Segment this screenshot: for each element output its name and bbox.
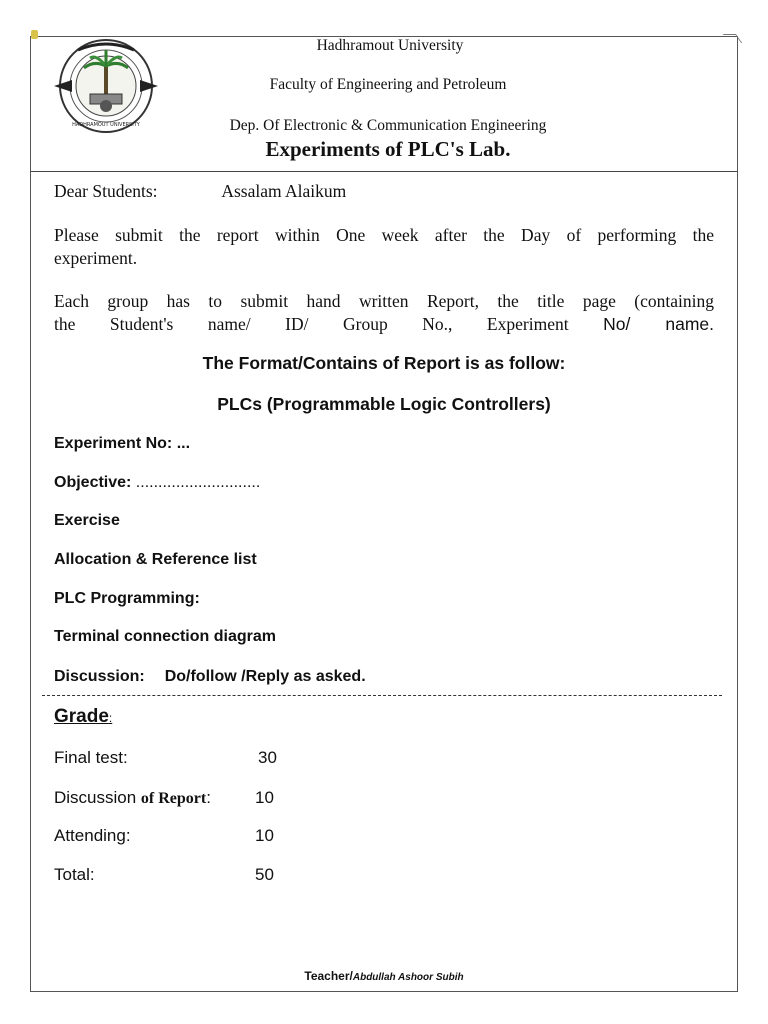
programming-item: PLC Programming: <box>54 590 200 607</box>
section-divider <box>42 695 722 696</box>
format-heading: The Format/Contains of Report is as follow: <box>202 353 566 373</box>
grade-row-value: 50 <box>255 865 274 884</box>
salutation-line <box>54 181 714 202</box>
terminal-item: Terminal connection diagram <box>54 628 276 645</box>
report-paragraph: Each group has to submit hand written Report, the title page (containing the Student's name/ ID/ Group No., Experiment No/ name. <box>54 291 714 334</box>
grade-row-label: Final test: <box>54 748 128 767</box>
allocation-item: Allocation & Reference list <box>54 551 257 568</box>
teacher-signature: Teacher/Abdullah Ashoor Subih <box>304 969 464 983</box>
grade-row-value: 30 <box>258 748 277 767</box>
university-logo <box>50 36 162 136</box>
page-title: Experiments of PLC's Lab. <box>265 137 511 161</box>
university-name: Hadhramout University <box>316 37 464 54</box>
experiment-no-item: Experiment No: ... <box>54 435 191 452</box>
grade-row-label: Discussion of Report: <box>54 788 211 807</box>
discussion-item: Discussion: Do/follow /Reply as asked. <box>54 668 366 685</box>
greeting: Assalam Alaikum <box>221 181 347 201</box>
corner-marker <box>31 30 38 39</box>
header-divider <box>31 171 737 172</box>
objective-item: Objective: ............................ <box>54 474 261 491</box>
grade-row-value: 10 <box>255 788 274 807</box>
department-name: Dep. Of Electronic & Communication Engineering <box>229 117 547 134</box>
faculty-name: Faculty of Engineering and Petroleum <box>269 76 507 93</box>
svg-text:HADHRAMOUT UNIVERSITY: HADHRAMOUT UNIVERSITY <box>72 122 140 128</box>
grade-heading: Grade: <box>54 706 113 727</box>
grade-row-label: Attending: <box>54 826 131 845</box>
submission-paragraph: Please submit the report within One week after the Day of performing the experiment. <box>54 225 714 268</box>
grade-row-value: 10 <box>255 826 274 845</box>
plc-heading: PLCs (Programmable Logic Controllers) <box>217 394 551 414</box>
exercise-item: Exercise <box>54 512 120 529</box>
grade-row-label: Total: <box>54 865 95 884</box>
salutation: Dear Students: <box>54 181 158 201</box>
